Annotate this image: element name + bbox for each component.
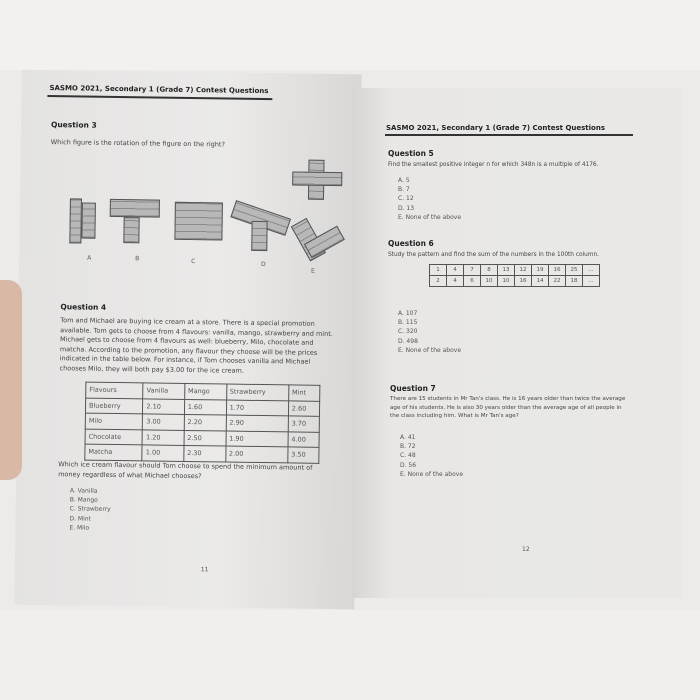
question-6-title: Question 6 (388, 239, 434, 248)
question-5-text: Find the smallest positive integer n for which 348n is a multiple of 4176. (388, 162, 599, 168)
table-header-row: Flavours Vanilla Mango Strawberry Mint (86, 382, 320, 401)
label-e: E (310, 267, 315, 275)
label-d: D (261, 261, 266, 269)
question-4-options: A. Vanilla B. Mango C. Strawberry D. Mint E. Milo (69, 487, 111, 532)
question-4-text: Tom and Michael are buying ice cream at a store. There is a special promotion available. Tom gets to choose from 4 flavours: vanilla, mango, strawberry and mint. Michael gets to choose from 4 flavours as well: blueberry, Milo, chocolate and matcha. According to the promotion, any flavour they choose will be the prices indicated in the table below. For instance, if Tom chooses vanilla and Michael chooses Milo, they will both pay $3.00 for the ice cream. (59, 316, 333, 375)
figure-e (22, 70, 362, 75)
question-4-prompt: Which ice cream flavour should Tom choose to spend the minimum amount of money regardless of what Michael chooses? (58, 460, 313, 480)
question-4-title: Question 4 (60, 302, 107, 312)
header-rule (385, 134, 633, 136)
question-7-options: A. 41 B. 72 C. 48 D. 56 E. None of the above (400, 434, 464, 478)
table-row: Chocolate 1.20 2.50 1.90 4.00 (85, 429, 319, 448)
header-rule (47, 95, 272, 100)
question-7-text: There are 15 students in Mr Tan's class. He is 16 years older than twice the average age of his students. He is also 30 years older than the average age of all people in the class including him. What is Mr Tan's age? (390, 396, 626, 420)
pattern-table (429, 264, 600, 287)
table-row: Matcha 1.00 2.30 2.00 3.50 (85, 444, 319, 463)
question-5-options: A. 5 B. 7 C. 12 D. 13 E. None of the above (398, 177, 462, 221)
page-number: 11 (200, 566, 209, 574)
hand-holding-book (0, 280, 22, 480)
reference-figure (22, 70, 362, 75)
label-c: C (191, 258, 196, 266)
figure-d (22, 70, 362, 75)
label-b: B (135, 255, 140, 263)
right-page (352, 88, 682, 598)
question-3-title: Question 3 (50, 120, 97, 130)
question-5-title: Question 5 (388, 149, 434, 158)
label-a: A (87, 254, 92, 262)
table-row: 2 4 6 10 10 16 14 22 18 ... (430, 276, 600, 287)
page-header: SASMO 2021, Secondary 1 (Grade 7) Contest Questions (386, 124, 606, 132)
question-3-text: Which figure is the rotation of the figure on the right? (50, 138, 226, 149)
price-table (84, 382, 320, 464)
question-6-text: Study the pattern and find the sum of the numbers in the 100th column. (388, 252, 600, 258)
background-table (0, 610, 700, 700)
page-header: SASMO 2021, Secondary 1 (Grade 7) Contest Questions (49, 84, 269, 96)
table-row: Blueberry 2.10 1.60 1.70 2.60 (85, 398, 319, 417)
question-7-title: Question 7 (390, 384, 436, 393)
question-6-options: A. 107 B. 115 C. 320 D. 498 E. None of the above (398, 310, 462, 354)
figure-b (22, 70, 362, 75)
figure-c (22, 70, 362, 75)
page-number: 12 (522, 546, 530, 553)
background-wall (0, 0, 700, 70)
table-row: Milo 3.00 2.20 2.90 3.70 (85, 413, 319, 432)
table-row: 1 4 7 8 13 12 19 16 25 ... (430, 265, 600, 276)
figure-a (22, 70, 362, 75)
left-page (14, 70, 361, 610)
